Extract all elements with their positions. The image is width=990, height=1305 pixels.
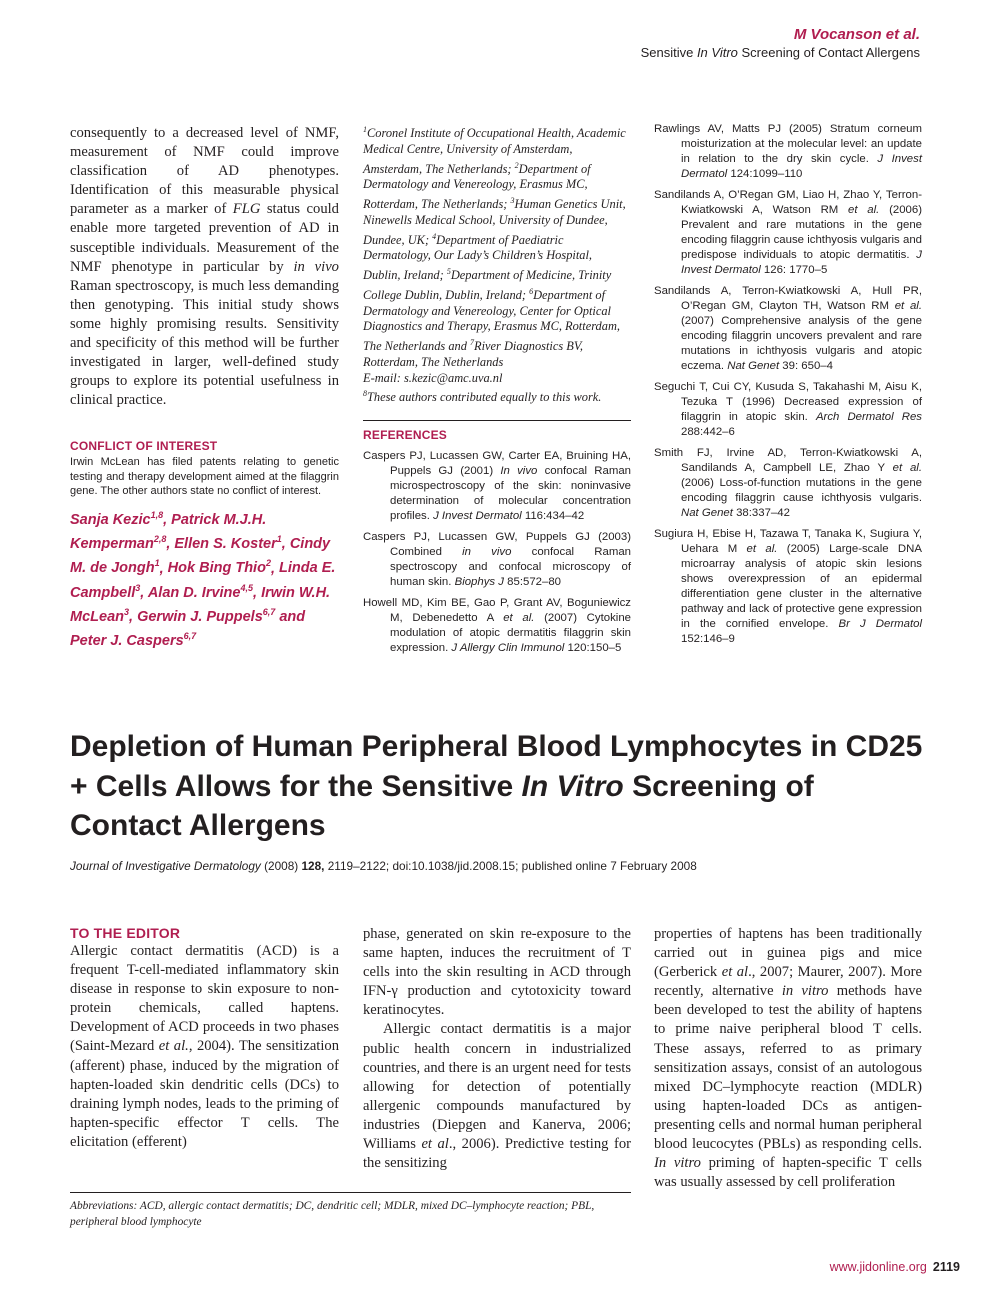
conflict-of-interest-heading: CONFLICT OF INTEREST bbox=[70, 439, 218, 454]
column-3 bbox=[654, 122, 922, 653]
affiliation-sup: 6 bbox=[529, 286, 534, 296]
affiliation: $^2$Department of Dermatology and Venereology, Erasmus MC, Rotterdam, The Netherlands; bbox=[363, 160, 591, 212]
affiliations bbox=[363, 122, 631, 371]
author-name: Hok Bing Thio$^2$ bbox=[167, 558, 271, 577]
author-list: Sanja Kezic$^{1,8}$, Patrick M.J.H. Kemperman$^{2,8}$, Ellen S. Koster$^1$, Cindy M. de Jongh$^1$, Hok Bing Thio$^2$, Linda E. Campbell$^3$, Alan D. Irvine$^{4,5}$, Irwin W.H. McLean$^3$, Gerwin J. Puppels$^{6,7}$ and Peter J. Caspers$^{6,7}$ bbox=[70, 509, 336, 650]
author-name: Ellen S. Koster$^1$ bbox=[174, 534, 282, 553]
journal-url-link[interactable]: www.jidonline.org bbox=[829, 1260, 927, 1274]
running-title: Sensitive In Vitro Screening of Contact Allergens bbox=[640, 45, 920, 60]
author-name: Gerwin J. Puppels$^{6,7}$ bbox=[137, 607, 276, 626]
reference-journal: Biophys J bbox=[454, 576, 504, 589]
equal-contribution-note: $^8$These authors contributed equally to this work. bbox=[363, 389, 602, 405]
author-affiliation-sup: 2,8 bbox=[153, 534, 167, 545]
author-name: Patrick M.J.H. Kemperman$^{2,8}$ bbox=[70, 511, 267, 553]
author-affiliation-sup: 1 bbox=[276, 534, 282, 545]
author-affiliation-sup: 6,7 bbox=[183, 631, 197, 642]
author-name: Sanja Kezic$^{1,8}$ bbox=[70, 509, 164, 528]
affiliation-sup: 5 bbox=[446, 267, 451, 277]
running-author: M Vocanson et al. bbox=[793, 26, 920, 43]
author-affiliation-sup: 1 bbox=[154, 558, 160, 569]
to-the-editor-heading: TO THE EDITOR bbox=[70, 925, 181, 941]
email: E-mail: s.kezic@amc.uva.nl bbox=[363, 370, 503, 385]
author-name: Irwin W.H. McLean$^3$ bbox=[70, 584, 331, 626]
affiliation-sup: 1 bbox=[363, 125, 367, 134]
reference-journal: Nat Genet bbox=[681, 507, 733, 519]
author-affiliation-sup: 4,5 bbox=[240, 582, 253, 593]
author-affiliation-sup: 3 bbox=[124, 607, 130, 618]
author-affiliation-sup: 6,7 bbox=[262, 607, 276, 618]
author-affiliation-sup: 3 bbox=[135, 582, 141, 593]
reference-italic: in vivo bbox=[462, 546, 512, 559]
reference-journal: J Invest Dermatol bbox=[433, 510, 522, 523]
affiliation-sup: 4 bbox=[432, 231, 437, 241]
page-footer bbox=[830, 1260, 960, 1274]
reference-journal: Br J Dermatol bbox=[838, 618, 922, 630]
column-1 bbox=[70, 124, 339, 652]
affiliation: $^1$Coronel Institute of Occupational Health, Academic Medical Centre, University of Amsterdam, Amsterdam, The Netherlands; bbox=[363, 125, 626, 176]
reference-italic: et al. bbox=[848, 204, 880, 216]
reference-item: Rawlings AV, Matts PJ (2005) Stratum corneum moisturization at the molecular level: an update in relation to the dry skin cycle. J Invest Dermatol 124:1099–110 bbox=[654, 123, 922, 180]
affiliation: $^3$Human Genetics Unit, Ninewells Medical School, University of Dundee, Dundee, UK; bbox=[363, 196, 626, 247]
affiliation: $^6$Department of Dermatology and Venereology, Center for Optical Diagnostics and Therapy, Erasmus MC, Rotterdam, The Netherlands and bbox=[363, 286, 620, 354]
footnote-rule bbox=[70, 1192, 631, 1193]
reference-item: Howell MD, Kim BE, Gao P, Grant AV, Boguniewicz M, Debenedetto A et al. (2007) Cytokine modulation of atopic dermatitis filaggrin skin expression. J Allergy Clin Immunol 120:150–5 bbox=[363, 597, 631, 655]
journal-citation: Journal of Investigative Dermatology (2008) 128, 2119–2122; doi:10.1038/jid.2008.15; published online 7 February 2008 bbox=[70, 859, 697, 873]
reference-italic: et al. bbox=[746, 543, 778, 555]
author-name: Alan D. Irvine$^{4,5}$ bbox=[147, 582, 253, 601]
abbreviations-footnote: Abbreviations: ACD, allergic contact dermatitis; DC, dendritic cell; MDLR, mixed DC–lymphocyte reaction; PBL, peripheral blood lymphocyte bbox=[70, 1200, 595, 1228]
references-heading: REFERENCES bbox=[363, 428, 448, 443]
reference-italic: et al. bbox=[503, 612, 535, 625]
reference-item: Sandilands A, Terron-Kwiatkowski A, Hull PR, O’Regan GM, Clayton TH, Watson RM et al. (2007) Comprehensive analysis of the gene encoding filaggrin uncovers prevalent and rare mutations in ichthyosis vulgaris and atopic eczema. Nat Genet 39: 650–4 bbox=[654, 285, 922, 372]
reference-item: Seguchi T, Cui CY, Kusuda S, Takahashi M, Aisu K, Tezuka T (1996) Decreased expression of filaggrin in atopic skin. Arch Dermatol Res 288:442–6 bbox=[654, 381, 923, 438]
reference-italic: In vivo bbox=[500, 465, 538, 478]
reference-italic: et al. bbox=[892, 462, 922, 474]
references-rule bbox=[363, 420, 631, 421]
article-title: Depletion of Human Peripheral Blood Lymphocytes in CD25 + Cells Allows for the Sensitive In Vitro Screening of Contact Allergens bbox=[70, 730, 923, 842]
author-affiliation-sup: 2 bbox=[265, 558, 271, 569]
conflict-of-interest-text: Irwin McLean has filed patents relating to genetic testing and therapy development aimed at the filaggrin gene. The other authors state no conflict of interest. bbox=[70, 456, 339, 498]
reference-journal: Arch Dermatol Res bbox=[815, 411, 923, 423]
letter-paragraph-3: properties of haptens has been traditionally carried out in guinea pigs and mice (Gerberick et al., 2007; Maurer, 2007). More recently, alternative in vitro methods have been developed to test the ability of haptens to prime naive peripheral blood T cells. These assays, referred to as primary sensitization assays, consist of an autologous mixed DC–lymphocyte reaction (MDLR) using hapten-loaded DCs as antigen-presenting cells and normal human peripheral blood leucocytes (PBLs) as responding cells. In vitro priming of hapten-specific T cells was usually assessed by cell proliferation bbox=[654, 926, 922, 1191]
reference-item: Sugiura H, Ebise H, Tazawa T, Tanaka K, Sugiura Y, Uehara M et al. (2005) Large-scale DNA microarray analysis of atopic skin lesions shows overexpression of an epidermal differentiation gene cluster in the alternative pathway and lack of protective gene expression in the cornified envelope. Br J Dermatol 152:146–9 bbox=[654, 528, 922, 645]
reference-list bbox=[363, 449, 631, 656]
letter-paragraph-1: Allergic contact dermatitis (ACD) is a frequent T-cell-mediated inflammatory skin disease in response to skin exposure to non-protein chemicals, called haptens. Development of ACD proceeds in two phases (Saint-Mezard et al., 2004). The sensitization (afferent) phase, induced by the migration of hapten-loaded skin dendritic cells (DCs) to draining lymph nodes, leads to the priming of hapten-specific effector T cells. The elicitation (efferent) bbox=[70, 943, 340, 1150]
reference-journal: J Allergy Clin Immunol bbox=[451, 642, 565, 655]
affiliation-sup: 7 bbox=[470, 338, 475, 348]
letter-paragraph-2: phase, generated on skin re-exposure to the same hapten, induces the recruitment of T cells into the skin resulting in ACD through IFN-γ production and cytotoxicity toward keratinocytes. Allergic contact dermatitis is a major public health concern in industrialized countries, and there is an urgent need for tests allowing for detection of potentially allergenic compounds manufactured by industries (Diepgen and Kanerva, 2006; Williams et al., 2006). Predictive testing for the sensitizing bbox=[363, 926, 631, 1172]
column-2 bbox=[363, 122, 631, 662]
body-paragraph: consequently to a decreased level of NMF, measurement of NMF could improve classification of AD phenotypes. Identification of this measurable physical parameter as a marker of FLG status could enable more targeted prevention of AD in susceptible individuals. Measurement of the NMF phenotype in particular by in vivo Raman spectroscopy, is much less demanding then genotyping. This initial study shows some highly promising results. Sensitivity and specificity of this method will be further investigated in larger, well-defined study groups to explore its potential usefulness in clinical practice. bbox=[70, 125, 339, 409]
reference-italic: et al. bbox=[894, 300, 922, 312]
affiliation: $^7$River Diagnostics BV, Rotterdam, The Netherlands bbox=[363, 338, 583, 370]
letter-column-2 bbox=[363, 925, 631, 1173]
author-name: Cindy M. de Jongh$^1$ bbox=[70, 536, 331, 577]
reference-item: Sandilands A, O’Regan GM, Liao H, Zhao Y, Terron-Kwiatkowski A, Watson RM et al. (2006) Prevalent and rare mutations in the gene encoding filaggrin cause ichthyosis vulgaris and predispose individuals to atopic dermatitis. J Invest Dermatol 126: 1770–5 bbox=[654, 189, 922, 276]
reference-journal: J Invest Dermatol bbox=[681, 249, 922, 276]
reference-journal: Nat Genet bbox=[727, 360, 780, 372]
affiliation-sup: 3 bbox=[510, 196, 515, 206]
reference-item: Caspers PJ, Lucassen GW, Puppels GJ (2003) Combined in vivo confocal Raman spectroscopy and confocal microscopy of human skin. Biophys J 85:572–80 bbox=[363, 531, 631, 589]
affiliation: $^5$Department of Medicine, Trinity College Dublin, Dublin, Ireland; bbox=[363, 267, 612, 303]
letter-column-1 bbox=[70, 925, 339, 1152]
affiliation-sup: 2 bbox=[514, 160, 519, 170]
author-name: Linda E. Campbell$^3$ bbox=[70, 560, 336, 601]
reference-item: Smith FJ, Irvine AD, Terron-Kwiatkowski A, Sandilands A, Campbell LE, Zhao Y et al. (2006) Loss-of-function mutations in the gene encoding filaggrin cause ichthyosis vulgaris. Nat Genet 38:337–42 bbox=[654, 447, 922, 519]
running-author-suffix: et al. bbox=[881, 26, 920, 43]
author-name: Peter J. Caspers$^{6,7}$ bbox=[70, 631, 197, 650]
affiliation: $^4$Department of Paediatric Dermatology, Our Lady’s Children’s Hospital, Dublin, Ireland; bbox=[363, 231, 593, 283]
reference-journal: J Invest Dermatol bbox=[681, 153, 922, 180]
author-affiliation-sup: 1,8 bbox=[150, 509, 164, 520]
reference-item: Caspers PJ, Lucassen GW, Carter EA, Bruining HA, Puppels GJ (2001) In vivo confocal Raman microspectroscopy of the skin: noninvasive determination of molecular concentration profiles. J Invest Dermatol 116:434–42 bbox=[363, 450, 632, 523]
reference-list-continued bbox=[654, 122, 922, 647]
letter-column-3 bbox=[654, 925, 922, 1192]
page-number: 2119 bbox=[932, 1260, 960, 1274]
